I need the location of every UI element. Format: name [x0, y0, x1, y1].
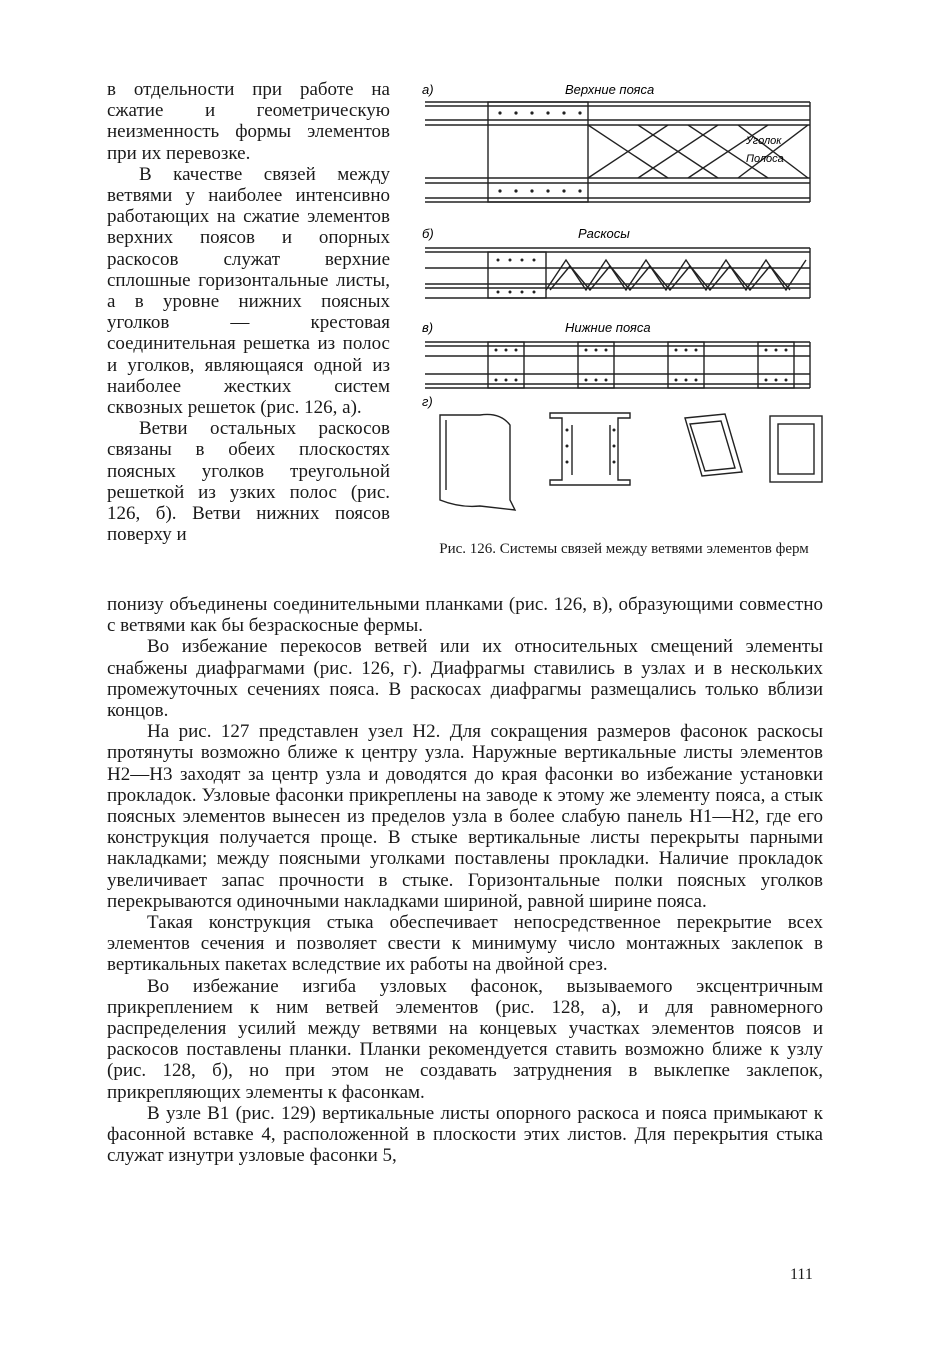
body-text	[107, 594, 823, 1166]
callout-strip: Полоса	[746, 153, 784, 165]
paragraph-4: Во избежание перекосов ветвей или их относительных смещений элементы снабжены диафрагмами (рис. 126, г). Диафрагмы ставились в узлах и в нескольких промежуточных сечениях пояса. В раскосах диафрагмы размещались только вблизи концов.	[107, 636, 823, 722]
diagram-a-upper-chords	[425, 102, 810, 202]
label-g: г)	[422, 394, 433, 409]
figure-126	[420, 80, 840, 550]
diagram-b-diagonals	[425, 248, 810, 298]
diagram-g-diaphragms	[440, 413, 822, 510]
diagram-v-lower-chords	[425, 342, 810, 388]
paragraph-3-continued: понизу объединены соединительными планками (рис. 126, в), образующими совместно с ветвями как бы безраскосные фермы.	[107, 594, 823, 637]
callout-angle: Уголок	[746, 135, 782, 147]
paragraph-3: Ветви остальных раскосов связаны в обеих плоскостях поясных уголков треугольной решеткой из узких полос (рис. 126, б). Ветви нижних поясов поверху и	[107, 418, 390, 546]
paragraph-6: Такая конструкция стыка обеспечивает непосредственное перекрытие всех элементов сечения и позволяет свести к минимуму число монтажных заклепок в вертикальных пакетах вследствие их работы на двойной срез.	[107, 912, 823, 976]
page-number: 111	[790, 1266, 813, 1283]
figure-drawing	[420, 80, 840, 540]
left-column	[107, 79, 390, 545]
title-b: Раскосы	[578, 226, 630, 241]
paragraph-8: В узле В1 (рис. 129) вертикальные листы опорного раскоса и пояса примыкают к фасонной вставке 4, расположенной в плоскости этих листов. Для перекрытия стыка служат изнутри узловые фасонки 5,	[107, 1102, 823, 1167]
label-v: в)	[422, 320, 434, 335]
paragraph-7: Во избежание изгиба узловых фасонок, вызываемого эксцентричным прикреплением к ним ветвей элементов (рис. 128, а), и для равномерного распределения усилий между ветвями на концевых участках элементов поясов и раскосов поставлены планки. Планки рекомендуется ставить возможно ближе к узлу (рис. 128, б), но при этом не создавать затруднения в выклепке заклепок, прикрепляющих элементы к фасонкам.	[107, 975, 823, 1103]
figure-caption: Рис. 126. Системы связей между ветвями элементов ферм	[439, 541, 809, 557]
paragraph-5: На рис. 127 представлен узел Н2. Для сокращения размеров фасонок раскосы протянуты возможно ближе к центру узла. Наружные вертикальные листы элементов Н2—Н3 заходят за центр узла и доводятся до края фасонки во избежание установки прокладок. Узловые фасонки прикреплены на заводе к этому же элементу пояса, а стык поясных элементов вынесен из пределов узла в более слабую панель Н1—Н2, где его конструкция получается проще. В стыке вертикальные листы перекрыты парными накладками; между поясными уголками поставлены прокладки. Наличие прокладок увеличивает запас прочности в стыке. Горизонтальные полки поясных уголков перекрываются одиночными накладками шириной, равной ширине пояса.	[107, 721, 823, 912]
paragraph-1: в отдельности при работе на сжатие и геометрическую неизменность формы элементов при их перевозке.	[107, 79, 390, 164]
label-b: б)	[422, 226, 434, 241]
label-a: а)	[422, 82, 434, 97]
paragraph-2: В качестве связей между ветвями у наиболее интенсивно работающих на сжатие элементов верхних поясов и опорных раскосов служат верхние сплошные горизонтальные листы, а в уровне нижних поясных уголков — крестовая соединительная решетка из полос и уголков, являющаяся одной из наиболее жестких систем сквозных решеток (рис. 126, а).	[107, 163, 390, 419]
title-v: Нижние пояса	[565, 320, 651, 335]
title-a: Верхние пояса	[565, 82, 655, 97]
